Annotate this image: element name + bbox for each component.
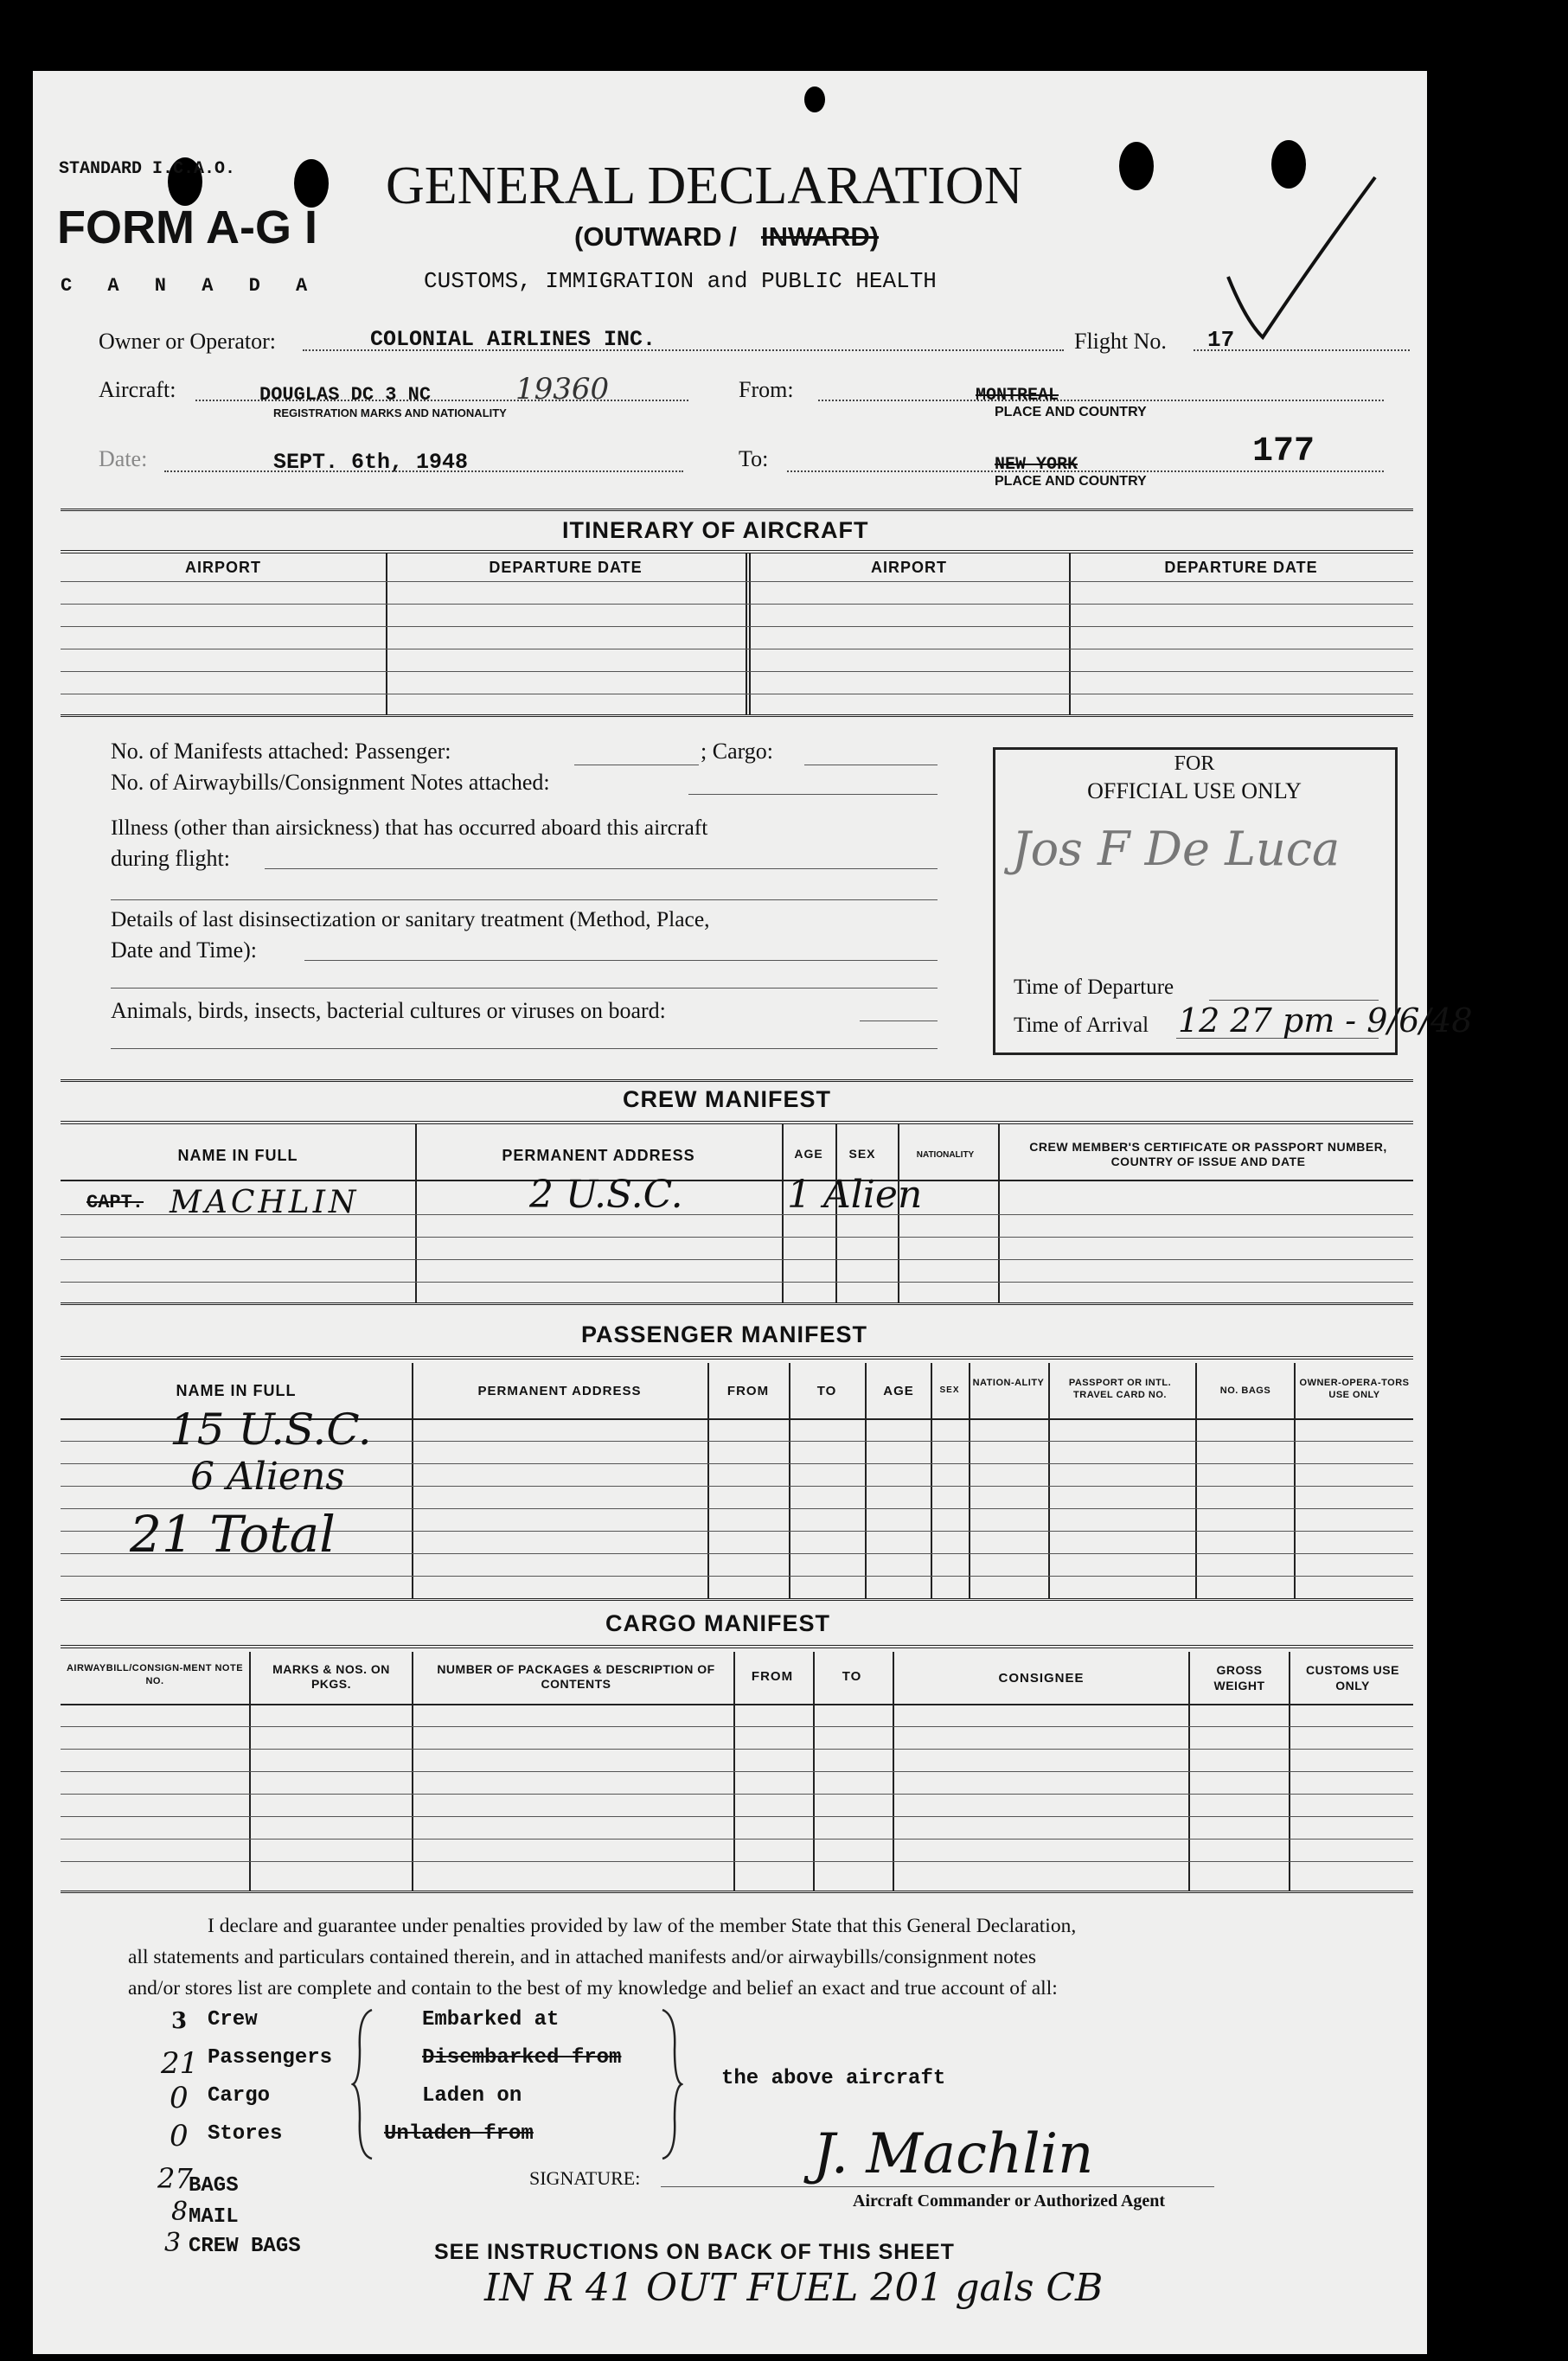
inward-label: INWARD) xyxy=(761,221,880,252)
cargo-col-customs: CUSTOMS USE ONLY xyxy=(1306,1663,1399,1692)
mail-count: 8 xyxy=(171,2197,189,2227)
signature-label: SIGNATURE: xyxy=(529,2167,641,2189)
action-laden: Laden on xyxy=(422,2084,522,2108)
crew-col-address: PERMANENT ADDRESS xyxy=(502,1147,695,1164)
signature-caption: Aircraft Commander or Authorized Agent xyxy=(853,2191,1166,2211)
to-value: NEW YORK xyxy=(995,455,1078,475)
animals-label: Animals, birds, insects, bacterial cultures or viruses on board: xyxy=(111,998,666,1023)
passenger-col-passport: PASSPORT OR INTL. TRAVEL CARD NO. xyxy=(1068,1378,1172,1400)
date-value: SEPT. 6th, 1948 xyxy=(273,450,469,475)
punch-hole xyxy=(804,86,825,112)
crew-col-age: AGE xyxy=(794,1147,823,1161)
departure-time-label: Time of Departure xyxy=(1014,976,1174,999)
stores-item-label: Stores xyxy=(208,2122,283,2146)
official-use-label: OFFICIAL USE ONLY xyxy=(1087,778,1302,803)
itinerary-col-airport-2: AIRPORT xyxy=(871,559,947,576)
date-label: Date: xyxy=(99,446,148,471)
action-unladen: Unladen from xyxy=(384,2122,534,2146)
left-brace-icon xyxy=(351,2006,377,2162)
official-for: FOR xyxy=(1174,752,1215,775)
bags-label: BAGS xyxy=(189,2174,239,2198)
crew-row-name-handwritten: MACHLIN xyxy=(170,1185,360,1220)
form-subtitle: CUSTOMS, IMMIGRATION and PUBLIC HEALTH xyxy=(424,268,937,294)
crew-col-sex: SEX xyxy=(848,1147,876,1161)
aircraft-handwritten: 19360 xyxy=(515,372,610,406)
mail-label: MAIL xyxy=(189,2205,239,2229)
crew-col-name: NAME IN FULL xyxy=(177,1147,298,1164)
flight-value: 17 xyxy=(1207,327,1235,353)
owner-value: COLONIAL AIRLINES INC. xyxy=(370,327,656,352)
passenger-col-bags: NO. BAGS xyxy=(1219,1385,1271,1396)
declaration-line-2: all statements and particulars contained therein, and in attached manifests and/or airwaybills/consignment notes xyxy=(128,1946,1036,1968)
illness-label-2: during flight: xyxy=(111,846,230,871)
bags-count: 27 xyxy=(157,2162,193,2195)
registration-caption: REGISTRATION MARKS AND NATIONALITY xyxy=(273,406,507,419)
checkmark-icon xyxy=(1211,173,1384,355)
crew-bags-count: 3 xyxy=(164,2228,182,2258)
passenger-col-to: TO xyxy=(816,1384,837,1398)
itinerary-title: ITINERARY OF AIRCRAFT xyxy=(562,517,869,543)
passenger-col-from: FROM xyxy=(726,1384,770,1398)
cargo-title: CARGO MANIFEST xyxy=(605,1610,830,1636)
instructions-note: SEE INSTRUCTIONS ON BACK OF THIS SHEET xyxy=(434,2240,955,2264)
action-disembarked: Disembarked from xyxy=(422,2046,622,2070)
passenger-col-age: AGE xyxy=(883,1384,914,1398)
disinsect-label-1: Details of last disinsectization or sanitary treatment (Method, Place, xyxy=(111,906,710,931)
official-signature: Jos F De Luca xyxy=(1012,822,1341,876)
declaration-line-1: I declare and guarantee under penalties provided by law of the member State that this General Declaration, xyxy=(208,1915,1077,1937)
cargo-col-consignee: CONSIGNEE xyxy=(998,1671,1085,1686)
passenger-title: PASSENGER MANIFEST xyxy=(581,1321,868,1347)
passenger-hand-aliens: 6 Aliens xyxy=(190,1455,345,1499)
cargo-item-label: Cargo xyxy=(208,2084,271,2108)
punch-hole xyxy=(1119,142,1154,190)
arrival-time-value: 12 27 pm - 9/6/48 xyxy=(1178,1001,1473,1040)
flight-label: Flight No. xyxy=(1074,329,1167,354)
disinsect-label-2: Date and Time): xyxy=(111,937,257,963)
cargo-col-packages: NUMBER OF PACKAGES & DESCRIPTION OF CONTENTS xyxy=(437,1662,715,1691)
crew-count: 3 xyxy=(171,2008,188,2034)
itinerary-col-departure-2: DEPARTURE DATE xyxy=(1164,559,1318,576)
itinerary-col-departure: DEPARTURE DATE xyxy=(489,559,643,576)
crew-col-certificate: CREW MEMBER'S CERTIFICATE OR PASSPORT NUMBER, COUNTRY OF ISSUE AND DATE xyxy=(1029,1140,1387,1168)
footer-handwritten-note: IN R 41 OUT FUEL 201 gals CB xyxy=(484,2266,1104,2310)
owner-label: Owner or Operator: xyxy=(99,329,277,354)
to-label: To: xyxy=(739,446,769,471)
aircraft-text: the above aircraft xyxy=(721,2067,946,2090)
action-embarked: Embarked at xyxy=(422,2008,560,2031)
passenger-hand-us: 15 U.S.C. xyxy=(170,1404,372,1455)
stores-count: 0 xyxy=(170,2119,189,2153)
manifests-label: No. of Manifests attached: Passenger: xyxy=(111,739,451,764)
country-label: C A N A D A xyxy=(61,275,320,297)
crew-row-address: 2 U.S.C. xyxy=(529,1173,683,1217)
passengers-item-label: Passengers xyxy=(208,2046,333,2070)
right-brace-icon xyxy=(657,2006,683,2162)
form-number: FORM A-G I xyxy=(57,202,317,253)
aircraft-label: Aircraft: xyxy=(99,377,176,402)
outward-label: (OUTWARD / xyxy=(574,221,737,252)
cargo-count: 0 xyxy=(170,2081,189,2115)
crew-title: CREW MANIFEST xyxy=(623,1086,831,1112)
to-caption: PLACE AND COUNTRY xyxy=(995,474,1147,489)
stamp-number: 177 xyxy=(1252,432,1315,471)
signature-handwritten: J. Machlin xyxy=(813,2122,1094,2186)
cargo-col-from: FROM xyxy=(751,1669,794,1684)
standard-label: STANDARD I.C.A.O. xyxy=(59,159,236,179)
cargo-label: ; Cargo: xyxy=(701,739,774,764)
cargo-col-marks: MARKS & NOS. ON PKGS. xyxy=(272,1662,390,1691)
airwaybills-label: No. of Airwaybills/Consignment Notes attached: xyxy=(111,770,550,795)
cargo-col-weight: GROSS WEIGHT xyxy=(1213,1663,1265,1692)
crew-col-nationality: NATIONALITY xyxy=(916,1150,975,1160)
illness-label-1: Illness (other than airsickness) that has occurred aboard this aircraft xyxy=(111,815,708,840)
passenger-col-owner: OWNER-OPERA-TORS USE ONLY xyxy=(1299,1378,1410,1400)
from-caption: PLACE AND COUNTRY xyxy=(995,405,1147,419)
passengers-count: 21 xyxy=(161,2046,199,2081)
cargo-col-airwaybill: AIRWAYBILL/CONSIGN-MENT NOTE NO. xyxy=(66,1663,244,1686)
crew-bags-label: CREW BAGS xyxy=(189,2235,301,2258)
aircraft-value: DOUGLAS DC 3 NC xyxy=(259,384,432,406)
passenger-col-nationality: NATION-ALITY xyxy=(972,1378,1045,1388)
form-title: GENERAL DECLARATION xyxy=(386,157,1023,215)
crew-row-nationality: 1 Alien xyxy=(787,1173,923,1217)
crew-item-label: Crew xyxy=(208,2008,258,2031)
crew-row-name: CAPT. xyxy=(86,1192,144,1213)
declaration-line-3: and/or stores list are complete and contain to the best of my knowledge and belief an exact and true account of all: xyxy=(128,1977,1058,1999)
passenger-col-name: NAME IN FULL xyxy=(176,1382,297,1399)
cargo-col-to: TO xyxy=(842,1669,862,1684)
from-label: From: xyxy=(739,377,794,402)
passenger-col-address: PERMANENT ADDRESS xyxy=(477,1384,642,1398)
passenger-hand-total: 21 Total xyxy=(130,1505,336,1564)
from-value: MONTREAL xyxy=(976,386,1059,406)
itinerary-col-airport: AIRPORT xyxy=(185,559,261,576)
passenger-col-sex: SEX xyxy=(939,1385,960,1395)
arrival-time-label: Time of Arrival xyxy=(1014,1014,1149,1037)
